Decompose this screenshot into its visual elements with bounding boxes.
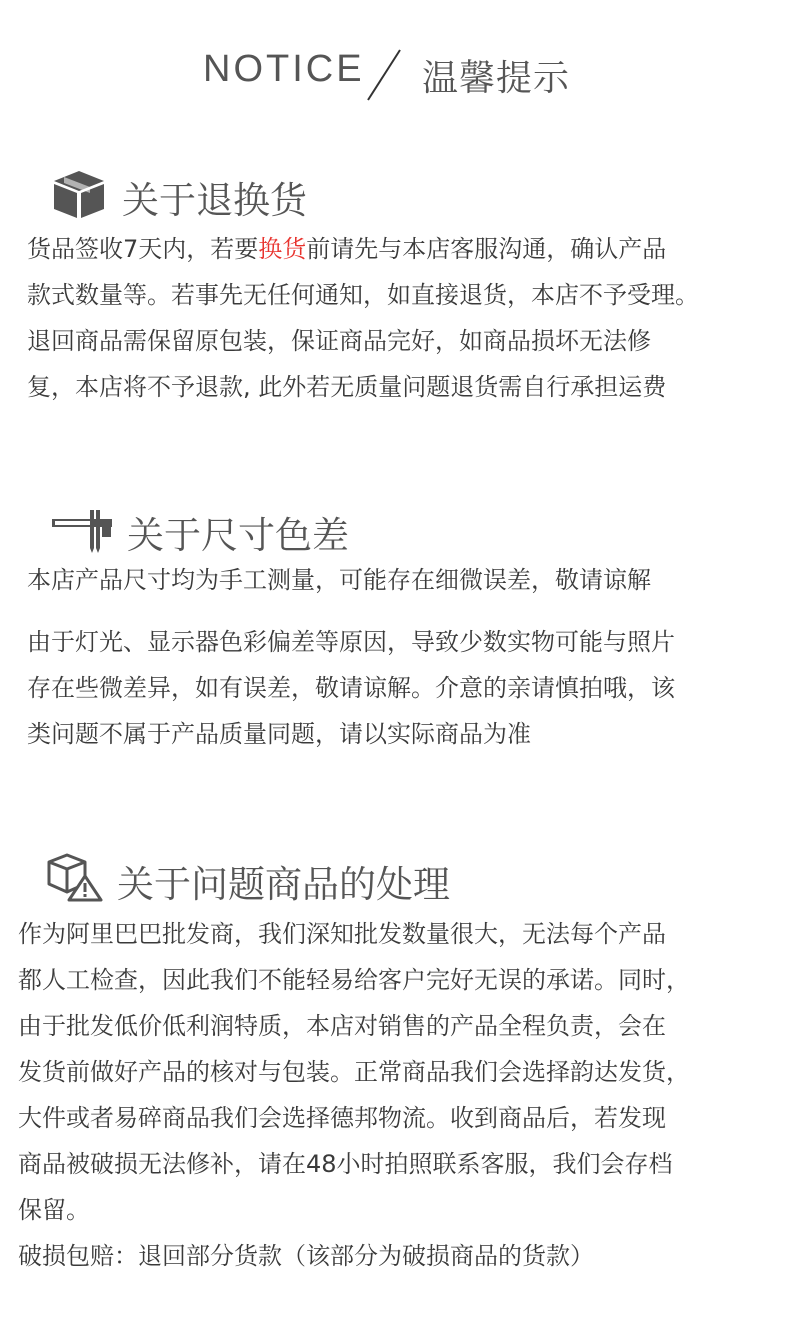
text-line: 都人工检查，因此我们不能轻易给客户完好无误的承诺。同时，: [18, 966, 690, 994]
text-line: 保留。: [18, 1196, 90, 1224]
text-line: 作为阿里巴巴批发商，我们深知批发数量很大，无法每个产品: [18, 920, 666, 948]
section-problem-body: [18, 911, 690, 1279]
notice-header: [0, 40, 790, 104]
highlight-exchange: 换货: [258, 235, 307, 263]
damaged-box-warning-icon: [47, 852, 103, 904]
text-line: 存在些微差异，如有误差，敬请谅解。介意的亲请慎拍哦，该: [27, 674, 675, 702]
section-problem-title: 关于问题商品的处理: [117, 863, 450, 906]
text-line: 类问题不属于产品质量同题，请以实际商品为准: [27, 720, 531, 748]
notice-title-en: NOTICE: [203, 48, 365, 90]
section-returns-heading: [52, 168, 652, 228]
section-size-body: [27, 619, 675, 757]
text-line: 本店产品尺寸均为手工测量，可能存在细微误差，敬请谅解: [27, 566, 651, 594]
section-size-note: [27, 557, 651, 603]
text-line: 商品被破损无法修补，请在48小时拍照联系客服，我们会存档: [18, 1150, 673, 1178]
text-line: 由于灯光、显示器色彩偏差等原因，导致少数实物可能与照片: [27, 628, 675, 656]
box-icon: [52, 168, 106, 220]
text-line: 破损包赔：退回部分货款（该部分为破损商品的货款）: [18, 1242, 594, 1270]
section-returns-title: 关于退换货: [122, 179, 307, 222]
text-line: 由于批发低价低利润特质，本店对销售的产品全程负责，会在: [18, 1012, 666, 1040]
text-line: 货品签收7天内，若要换货前请先与本店客服沟通，确认产品: [27, 235, 667, 263]
section-returns-body: [27, 226, 699, 410]
section-size-title: 关于尺寸色差: [127, 514, 349, 557]
section-problem-heading: [47, 852, 697, 912]
slash-divider: [360, 44, 404, 104]
text-line: 大件或者易碎商品我们会选择德邦物流。收到商品后，若发现: [18, 1104, 666, 1132]
text-line: 发货前做好产品的核对与包装。正常商品我们会选择韵达发货，: [18, 1058, 690, 1086]
text-line: 复，本店将不予退款, 此外若无质量问题退货需自行承担运费: [27, 373, 667, 401]
notice-title-cn: 温馨提示: [422, 58, 571, 99]
text-line: 款式数量等。若事先无任何通知，如直接退货，本店不予受理。: [27, 281, 699, 309]
text-line: 退回商品需保留原包装，保证商品完好，如商品损坏无法修: [27, 327, 651, 355]
section-size-heading: [52, 503, 652, 563]
caliper-icon: [52, 507, 116, 555]
